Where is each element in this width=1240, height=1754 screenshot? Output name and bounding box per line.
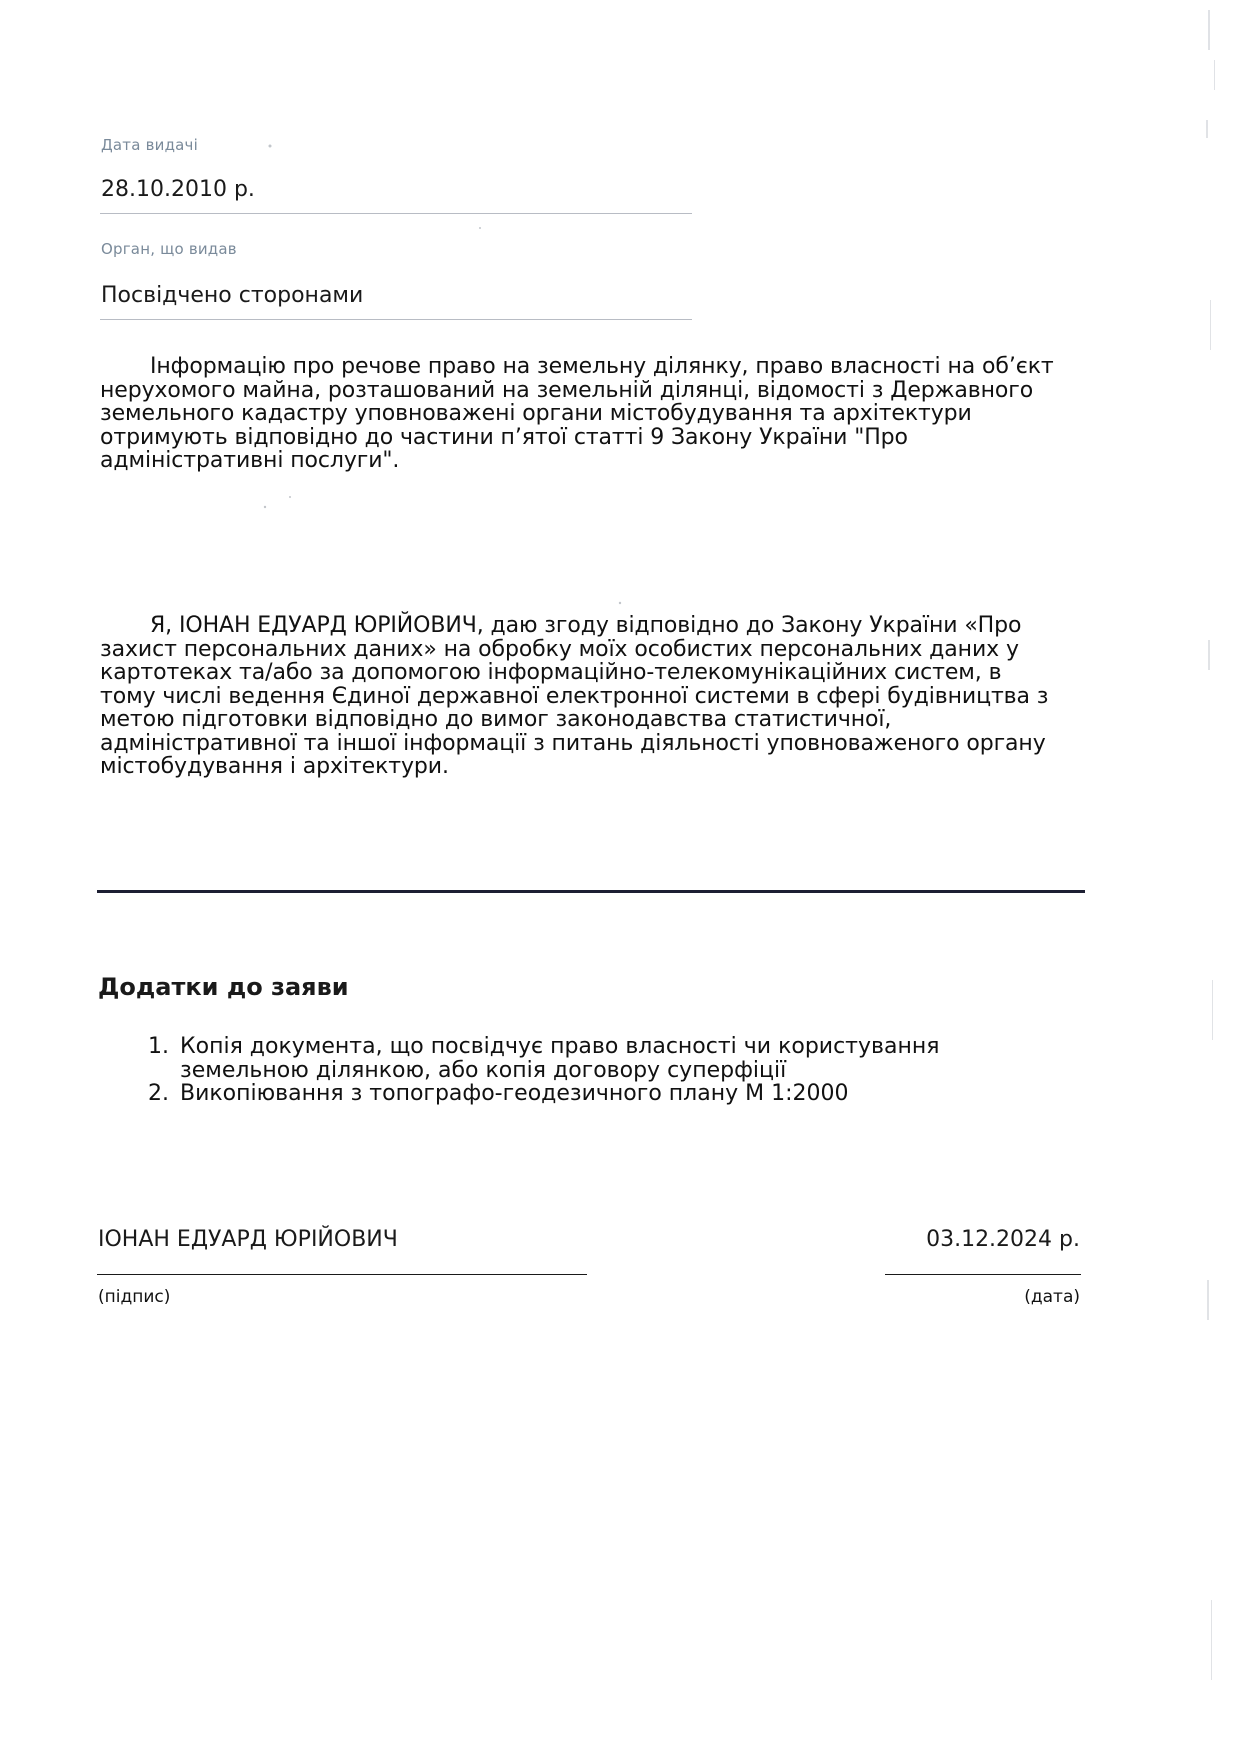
issue-date-value: 28.10.2010 р.: [101, 177, 255, 202]
section-divider: [97, 890, 1085, 893]
attachment-item: 2. Викопіювання з топографо-геодезичного плану М 1:2000: [176, 1082, 1056, 1106]
issuer-value: Посвідчено сторонами: [101, 283, 364, 308]
attachments-list: [130, 1035, 1056, 1106]
consent-paragraph: Я, ІОНАН ЕДУАРД ЮРІЙОВИЧ, даю згоду відповідно до Закону України «Про захист персональних даних» на обробку моїх особистих персональних даних у картотеках та/або за допомогою інформаційно-телекомунікаційних систем, в тому числі ведення Єдиної державної електронної системи в сфері будівництва з метою підготовки відповідно до вимог законодавства статистичної, адміністративної та іншої інформації з питань діяльності уповноваженого органу містобудування і архітектури.: [100, 613, 1049, 779]
signer-name: ІОНАН ЕДУАРД ЮРІЙОВИЧ: [98, 1227, 398, 1252]
date-line: [885, 1274, 1081, 1275]
issuer-label: Орган, що видав: [101, 240, 237, 258]
info-paragraph: Інформацію про речове право на земельну ділянку, право власності на об’єкт нерухомого майна, розташований на земельній ділянці, відомості з Державного земельного кадастру уповноважені органи містобудування та архітектури отримують відповідно до частини п’ятої статті 9 Закону України "Про адміністративні послуги".: [100, 354, 1054, 473]
date-caption: (дата): [1024, 1287, 1080, 1307]
attachment-item: 1. Копія документа, що посвідчує право власності чи користування земельною ділянкою, або копія договору суперфіції: [176, 1035, 1056, 1082]
issue-date-label: Дата видачі: [101, 136, 198, 154]
issuer-underline: [100, 319, 692, 320]
signature-caption: (підпис): [98, 1287, 171, 1307]
signature-date: 03.12.2024 р.: [926, 1227, 1080, 1252]
attachments-title: Додатки до заяви: [98, 973, 349, 1001]
issue-date-underline: [100, 213, 692, 214]
signature-line: [97, 1274, 587, 1275]
